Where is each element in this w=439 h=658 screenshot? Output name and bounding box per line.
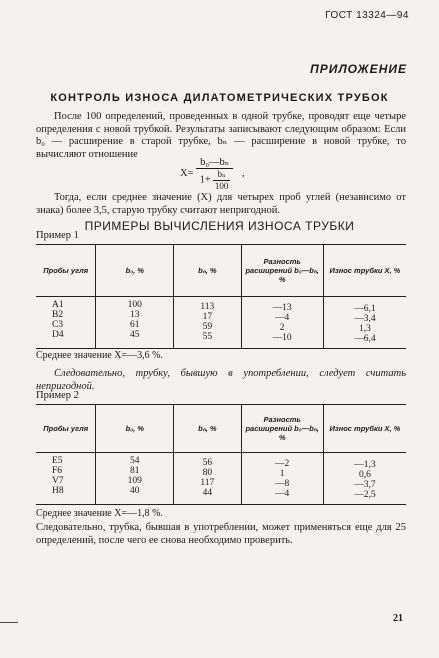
col-bn: bₙ, % — [174, 245, 241, 297]
table-cell: V7 — [52, 476, 64, 486]
table-cell: 80 — [202, 468, 213, 478]
example1-conclusion: Следовательно, трубку, бывшую в употреблении, следует считать непригодной. — [36, 368, 406, 392]
table-cell: A1 — [52, 300, 64, 310]
table-cell: H8 — [52, 486, 64, 496]
section-title: КОНТРОЛЬ ИЗНОСА ДИЛАТОМЕТРИЧЕСКИХ ТРУБОК — [50, 92, 389, 104]
page-number: 21 — [393, 613, 403, 624]
col-sample: Пробы угля — [36, 245, 96, 297]
table-cell: —2,5 — [354, 490, 376, 500]
examples-title: ПРИМЕРЫ ВЫЧИСЛЕНИЯ ИЗНОСА ТРУБКИ — [84, 219, 355, 233]
table-cell: —3,4 — [354, 314, 376, 324]
table-cell: —1,3 — [354, 460, 376, 470]
table-cell: C3 — [52, 320, 64, 330]
table-cell: 113 — [200, 302, 215, 312]
table-cell: —13 — [272, 303, 292, 313]
table-cell: —4 — [275, 489, 290, 499]
table-cell: —3,7 — [354, 480, 376, 490]
table-cell: 0,6 — [358, 470, 371, 480]
table-cell: 117 — [200, 478, 215, 488]
example1-table — [36, 244, 406, 349]
table-cell: 59 — [202, 322, 213, 332]
example2-table — [36, 404, 406, 505]
table-cell: D4 — [52, 330, 64, 340]
col-diff: Разность расширений b₀—bₙ, % — [241, 405, 323, 453]
table-cell: 40 — [130, 486, 140, 496]
paragraph-definition: Если b₀ — расширение в старой трубке, bₙ — расширение в новой трубке, то вычисляют отношение — [36, 123, 406, 160]
col-bn: bₙ, % — [174, 405, 241, 453]
table-cell: E5 — [52, 456, 63, 466]
col-b0: b₀, % — [96, 405, 174, 453]
table-cell: 17 — [202, 312, 213, 322]
table-cell: 61 — [130, 320, 140, 330]
example1-average: Среднее значение X=—3,6 %. — [36, 350, 163, 361]
table-cell: 55 — [202, 332, 213, 342]
table-cell: 81 — [130, 466, 140, 476]
example2-conclusion: Следовательно, трубка, бывшая в употреблении, может применяться еще для 25 определений, после чего ее снова необходимо проверить. — [36, 522, 406, 546]
table-cell: —6,1 — [354, 304, 376, 314]
document-header: ГОСТ 13324—94 — [325, 10, 409, 21]
table-cell: 45 — [130, 330, 140, 340]
example2-label: Пример 2 — [36, 390, 79, 401]
table-cell: 2 — [279, 323, 285, 333]
table-cell: 13 — [130, 310, 140, 320]
table-cell: F6 — [52, 466, 63, 476]
wear-formula: X= b₀—bₙ 1+ $\frac{\text{bₙ}}{100}$ , — [180, 157, 245, 191]
example2-average: Среднее значение X=—1,8 %. — [36, 508, 163, 519]
table-cell: 1 — [279, 469, 285, 479]
col-sample: Пробы угля — [36, 405, 96, 453]
col-b0: b₀, % — [96, 245, 174, 297]
col-wear: Износ трубки X, % — [329, 266, 401, 275]
table-cell: —8 — [275, 479, 290, 489]
table-cell: 54 — [130, 456, 140, 466]
appendix-label: ПРИЛОЖЕНИЕ — [310, 62, 407, 76]
example1-label: Пример 1 — [36, 230, 79, 241]
table-cell: —4 — [275, 313, 290, 323]
scan-edge-mark — [0, 622, 18, 623]
table-cell: 100 — [127, 300, 142, 310]
table-cell: —10 — [272, 333, 292, 343]
col-wear: Износ трубки X, % — [329, 424, 401, 433]
table-cell: 44 — [202, 488, 213, 498]
table-cell: 1,3 — [358, 324, 371, 334]
paragraph-intro: После 100 определений, проведенных в одной трубке, проводят еще четыре определения с новой трубкой. Результаты записывают следующим образом: Если b₀ — расширение в старой трубке, bₙ — расширение в новой трубке, то вычисляют отношение — [36, 111, 406, 160]
paragraph-criterion: Тогда, если среднее значение (X) для четырех проб углей (независимо от знака) более 3,5, старую трубку считают непригодной. — [36, 192, 406, 216]
table-cell: B2 — [52, 310, 64, 320]
table-cell: —6,4 — [354, 334, 376, 344]
col-diff: Разность расширений b₀—bₙ, % — [241, 245, 323, 297]
table-cell: —2 — [275, 459, 290, 469]
table-cell: 109 — [127, 476, 142, 486]
table-cell: 56 — [202, 458, 213, 468]
